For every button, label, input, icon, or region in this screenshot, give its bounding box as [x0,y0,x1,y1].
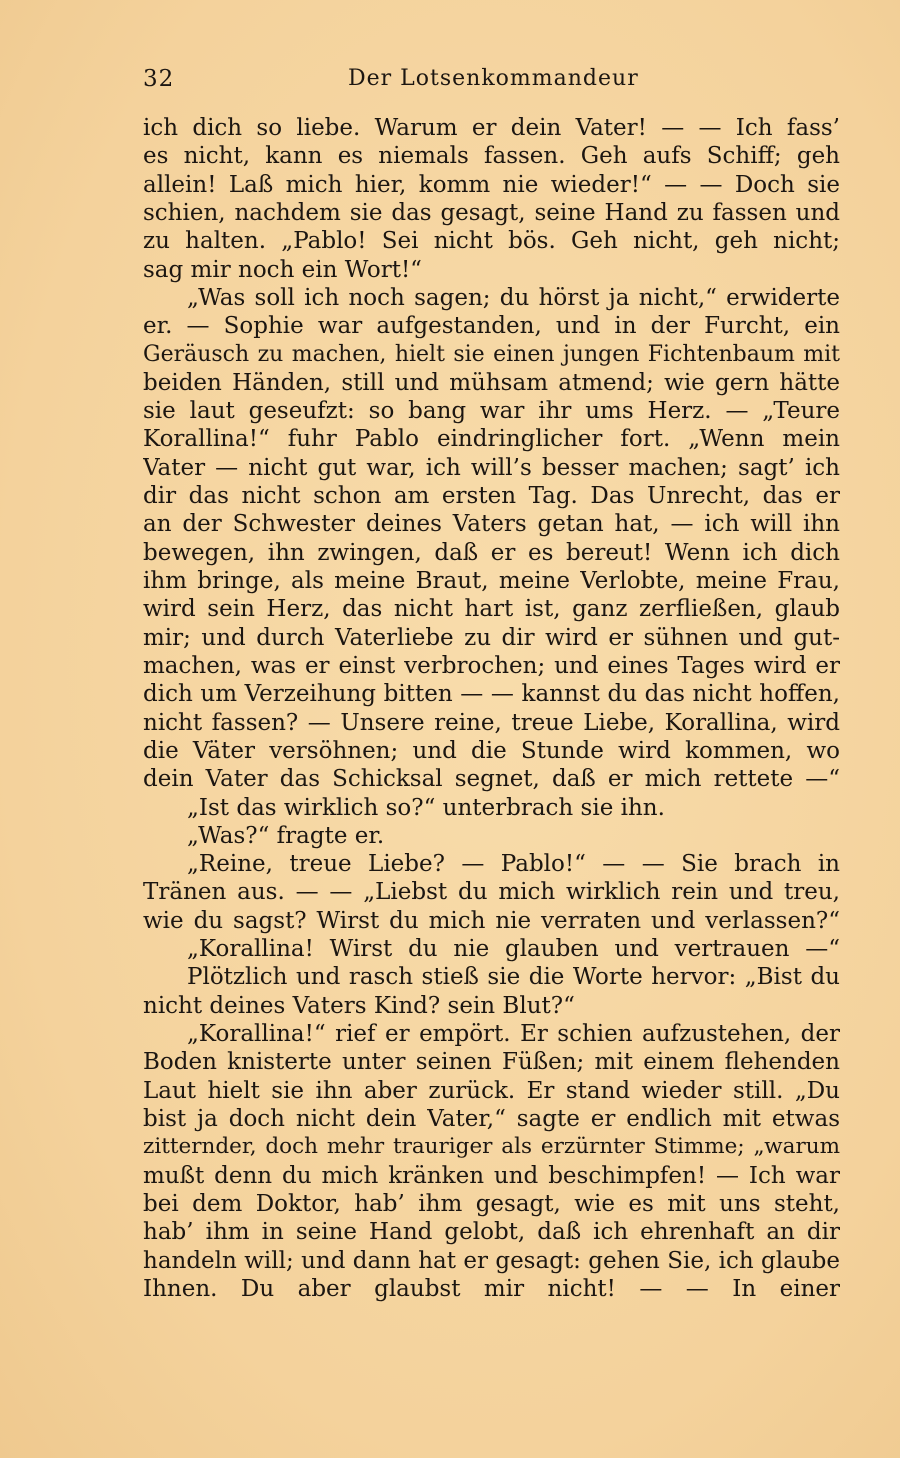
text-line: sie laut geseufzt: so bang war ihr ums Herz. — „Teure [143,398,840,425]
text-line: die Väter versöhnen; und die Stunde wird kommen, wo [143,737,840,764]
text-line: dir das nicht schon am ersten Tag. Das Unrecht, das er [143,483,840,510]
text-line: Plötzlich und rasch stieß sie die Worte hervor: „Bist du [187,964,840,991]
text-line: bei dem Doktor, hab’ ihm gesagt, wie es mit uns steht, [143,1190,840,1217]
text-line: zu halten. „Pablo! Sei nicht bös. Geh nicht, geh nicht; [143,228,840,255]
text-line: „Korallina!“ rief er empört. Er schien aufzustehen, der [187,1021,840,1047]
text-line: Laut hielt sie ihn aber zurück. Er stand wieder still. „Du [143,1077,840,1104]
text-line: ihm bringe, als meine Braut, meine Verlobte, meine Frau, [143,568,840,594]
text-line: beiden Händen, still und mühsam atmend; wie gern hätte [143,369,840,396]
text-line: an der Schwester deines Vaters getan hat, — ich will ihn [143,511,840,538]
text-line: Korallina!“ fuhr Pablo eindringlicher fort. „Wenn mein [143,426,840,453]
text-line: bist ja doch nicht dein Vater,“ sagte er endlich mit etwas [143,1105,840,1132]
text-line: Geräusch zu machen, hielt sie einen jungen Fichtenbaum mit [143,341,840,367]
text-line: Vater — nicht gut war, ich will’s besser machen; sagt’ ich [143,454,840,481]
text-line: wird sein Herz, das nicht hart ist, ganz zerfließen, glaub [143,596,840,623]
text-line: Boden knisterte unter seinen Füßen; mit einem flehenden [143,1049,840,1076]
text-line: Ihnen. Du aber glaubst mir nicht! — — In einer [143,1275,840,1302]
text-line: „Was?“ fragte er. [187,822,385,849]
text-line: Tränen aus. — — „Liebst du mich wirklich rein und treu, [143,879,840,906]
text-line: „Was soll ich noch sagen; du hörst ja nicht,“ erwiderte [187,284,840,311]
text-line: machen, was er einst verbrochen; und eines Tages wird er [143,652,840,679]
text-line: nicht deines Vaters Kind? sein Blut?“ [143,992,575,1019]
text-line: er. — Sophie war aufgestanden, und in der Furcht, ein [143,313,840,340]
text-line: zitternder, doch mehr trauriger als erzürnter Stimme; „warum [143,1134,840,1160]
text-line: „Ist das wirklich so?“ unterbrach sie ihn. [187,794,665,821]
text-line: „Korallina! Wirst du nie glauben und vertrauen —“ [187,936,840,963]
text-line: „Reine, treue Liebe? — Pablo!“ — — Sie brach in [187,851,840,878]
text-line: schien, nachdem sie das gesagt, seine Hand zu fassen und [143,199,840,226]
page-header [143,66,840,100]
text-line: handeln will; und dann hat er gesagt: gehen Sie, ich glaube [143,1247,840,1274]
text-line: allein! Laß mich hier, komm nie wieder!“ — — Doch sie [143,171,840,198]
text-line: es nicht, kann es niemals fassen. Geh aufs Schiff; geh [143,143,840,170]
text-line: nicht fassen? — Unsere reine, treue Liebe, Korallina, wird [143,709,840,736]
running-head: Der Lotsenkommandeur [348,66,639,91]
text-line: mußt denn du mich kränken und beschimpfen! — Ich war [143,1162,840,1189]
body-text [143,114,840,1303]
text-line: wie du sagst? Wirst du mich nie verraten und verlassen?“ [143,907,840,934]
text-line: bewegen, ihn zwingen, daß er es bereut! Wenn ich dich [143,539,840,566]
text-line: sag mir noch ein Wort!“ [143,256,422,283]
text-line: hab’ ihm in seine Hand gelobt, daß ich ehrenhaft an dir [143,1219,840,1246]
page-number: 32 [143,66,175,92]
text-line: dein Vater das Schicksal segnet, daß er mich rettete —“ [143,766,840,793]
text-line: ich dich so liebe. Warum er dein Vater! — — Ich fass’ [143,115,840,141]
text-line: dich um Verzeihung bitten — — kannst du das nicht hoffen, [143,681,840,708]
text-line: mir; und durch Vaterliebe zu dir wird er sühnen und gut- [143,624,840,651]
